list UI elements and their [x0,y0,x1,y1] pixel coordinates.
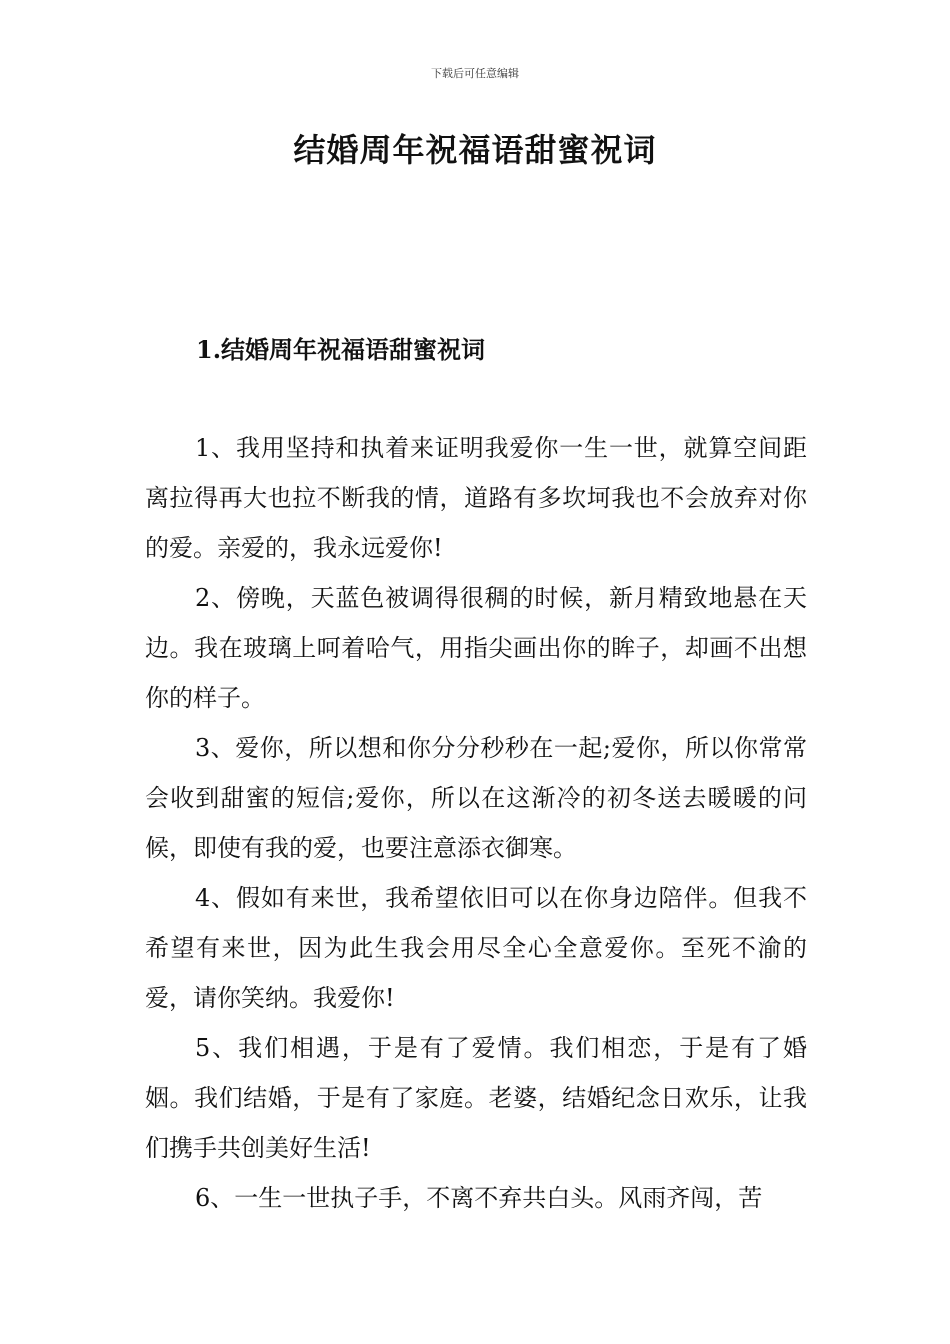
paragraph-3: 3、爱你，所以想和你分分秒秒在一起;爱你，所以你常常会收到甜蜜的短信;爱你，所以在这渐冷的初冬送去暖暖的问候，即使有我的爱，也要注意添衣御寒。 [145,734,807,862]
section-heading: 1.结婚周年祝福语甜蜜祝词 [196,335,486,364]
paragraph-1: 1、我用坚持和执着来证明我爱你一生一世，就算空间距离拉得再大也拉不断我的情，道路有多坎坷我也不会放弃对你的爱。亲爱的，我永远爱你! [145,434,807,562]
document-title: 结婚周年祝福语甜蜜祝词 [293,131,657,169]
paragraph-4: 4、假如有来世，我希望依旧可以在你身边陪伴。但我不希望有来世，因为此生我会用尽全心全意爱你。至死不渝的爱，请你笑纳。我爱你! [145,884,807,1012]
header-note: 下载后可任意编辑 [431,67,519,80]
paragraph-2: 2、傍晚，天蓝色被调得很稠的时候，新月精致地悬在天边。我在玻璃上呵着哈气，用指尖画出你的眸子，却画不出想你的样子。 [145,584,807,712]
document-body [145,423,807,1223]
paragraph-5: 5、我们相遇，于是有了爱情。我们相恋，于是有了婚姻。我们结婚，于是有了家庭。老婆，结婚纪念日欢乐，让我们携手共创美好生活! [145,1034,807,1162]
paragraph-6: 6、一生一世执子手，不离不弃共白头。风雨齐闯，苦 [195,1184,763,1212]
